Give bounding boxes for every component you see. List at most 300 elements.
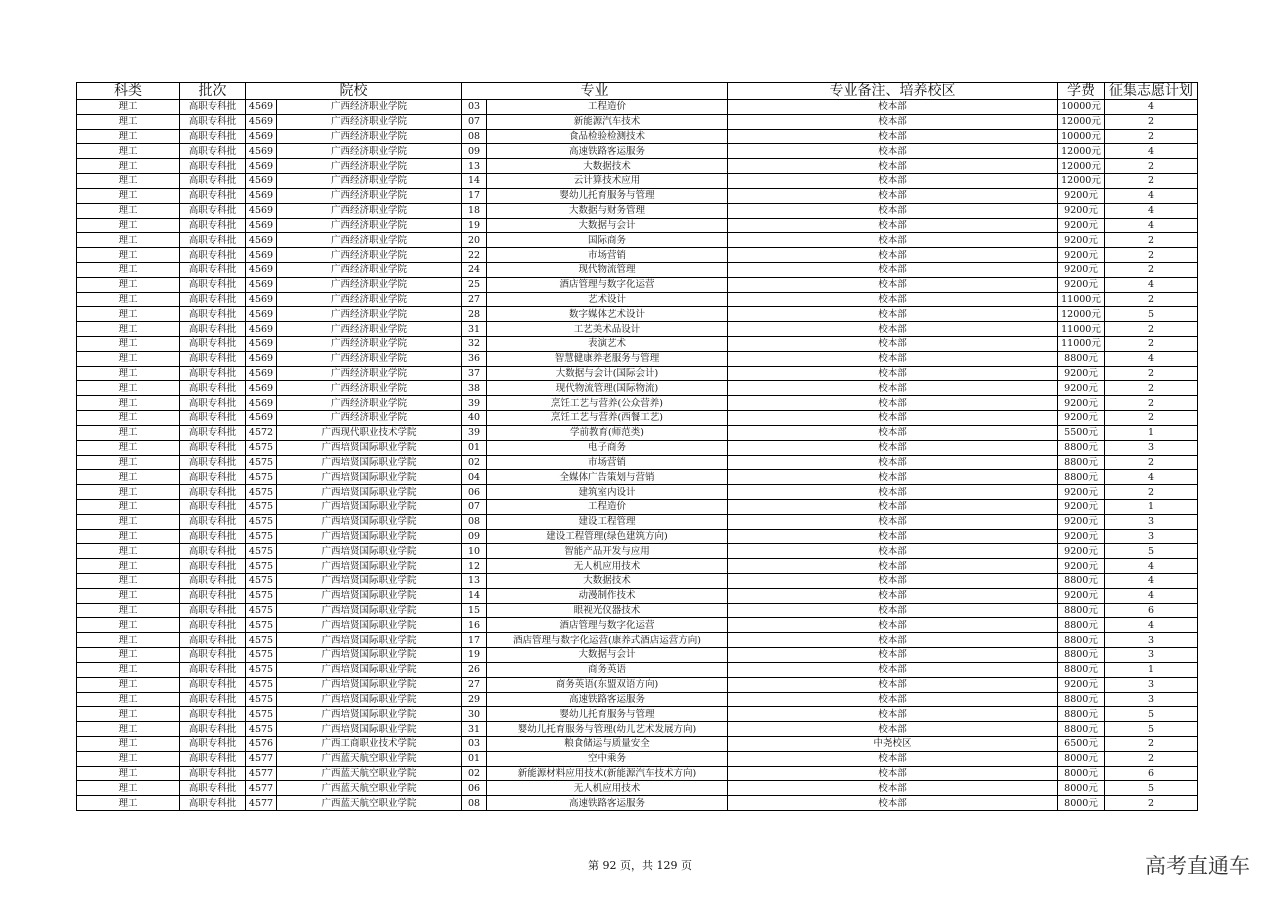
cell-school-code: 4575 [246, 603, 277, 618]
cell-batch: 高职专科批 [180, 277, 246, 292]
cell-school-name: 广西经济职业学院 [277, 322, 462, 337]
cell-major-name: 烹饪工艺与营养(西餐工艺) [487, 411, 728, 426]
cell-school-code: 4569 [246, 203, 277, 218]
cell-tuition: 12000元 [1058, 144, 1105, 159]
cell-batch: 高职专科批 [180, 366, 246, 381]
cell-major-name: 学前教育(师范类) [487, 425, 728, 440]
cell-category: 理工 [77, 100, 180, 115]
cell-tuition: 12000元 [1058, 174, 1105, 189]
cell-notes-campus: 校本部 [728, 440, 1058, 455]
cell-school-name: 广西培贤国际职业学院 [277, 633, 462, 648]
cell-major-code: 37 [462, 366, 487, 381]
cell-category: 理工 [77, 396, 180, 411]
cell-school-name: 广西经济职业学院 [277, 218, 462, 233]
cell-major-name: 表演艺术 [487, 337, 728, 352]
cell-school-code: 4575 [246, 633, 277, 648]
cell-major-code: 36 [462, 351, 487, 366]
cell-school-code: 4575 [246, 455, 277, 470]
cell-major-code: 16 [462, 618, 487, 633]
cell-tuition: 8800元 [1058, 351, 1105, 366]
cell-tuition: 8800元 [1058, 574, 1105, 589]
cell-school-name: 广西蓝天航空职业学院 [277, 766, 462, 781]
cell-major-name: 大数据与财务管理 [487, 203, 728, 218]
cell-major-name: 粮食储运与质量安全 [487, 736, 728, 751]
cell-school-code: 4575 [246, 722, 277, 737]
cell-notes-campus: 校本部 [728, 559, 1058, 574]
cell-major-name: 食品检验检测技术 [487, 129, 728, 144]
table-row [77, 425, 1198, 440]
cell-major-code: 13 [462, 574, 487, 589]
cell-tuition: 8800元 [1058, 440, 1105, 455]
cell-tuition: 8800元 [1058, 470, 1105, 485]
cell-major-name: 新能源汽车技术 [487, 114, 728, 129]
cell-category: 理工 [77, 633, 180, 648]
cell-tuition: 12000元 [1058, 307, 1105, 322]
cell-school-code: 4577 [246, 766, 277, 781]
cell-major-code: 13 [462, 159, 487, 174]
cell-plan: 2 [1105, 455, 1198, 470]
cell-plan: 3 [1105, 633, 1198, 648]
cell-major-code: 24 [462, 262, 487, 277]
cell-school-name: 广西培贤国际职业学院 [277, 440, 462, 455]
cell-school-code: 4576 [246, 736, 277, 751]
cell-plan: 4 [1105, 618, 1198, 633]
header-notes-campus: 专业备注、培养校区 [728, 83, 1058, 100]
header-major: 专业 [462, 83, 728, 100]
cell-notes-campus: 校本部 [728, 499, 1058, 514]
cell-plan: 4 [1105, 100, 1198, 115]
cell-category: 理工 [77, 381, 180, 396]
cell-plan: 2 [1105, 159, 1198, 174]
cell-school-code: 4569 [246, 277, 277, 292]
cell-school-code: 4569 [246, 337, 277, 352]
table-row [77, 277, 1198, 292]
header-plan: 征集志愿计划 [1105, 83, 1198, 100]
cell-school-code: 4575 [246, 574, 277, 589]
cell-school-code: 4575 [246, 588, 277, 603]
cell-batch: 高职专科批 [180, 100, 246, 115]
cell-tuition: 9200元 [1058, 277, 1105, 292]
cell-plan: 3 [1105, 440, 1198, 455]
table-row [77, 262, 1198, 277]
table-row [77, 307, 1198, 322]
cell-batch: 高职专科批 [180, 218, 246, 233]
cell-school-name: 广西经济职业学院 [277, 100, 462, 115]
cell-batch: 高职专科批 [180, 114, 246, 129]
cell-school-name: 广西经济职业学院 [277, 248, 462, 263]
cell-notes-campus: 校本部 [728, 381, 1058, 396]
table-row [77, 781, 1198, 796]
cell-school-code: 4569 [246, 218, 277, 233]
cell-notes-campus: 校本部 [728, 337, 1058, 352]
cell-batch: 高职专科批 [180, 322, 246, 337]
cell-category: 理工 [77, 144, 180, 159]
cell-major-code: 04 [462, 470, 487, 485]
cell-category: 理工 [77, 366, 180, 381]
cell-batch: 高职专科批 [180, 248, 246, 263]
cell-category: 理工 [77, 722, 180, 737]
cell-tuition: 9200元 [1058, 396, 1105, 411]
cell-major-name: 数字媒体艺术设计 [487, 307, 728, 322]
cell-school-name: 广西培贤国际职业学院 [277, 662, 462, 677]
table-row [77, 736, 1198, 751]
cell-major-name: 高速铁路客运服务 [487, 692, 728, 707]
cell-school-name: 广西经济职业学院 [277, 188, 462, 203]
cell-category: 理工 [77, 411, 180, 426]
cell-major-code: 39 [462, 425, 487, 440]
page-number: 第 92 页，共 129 页 [588, 859, 692, 872]
cell-school-code: 4569 [246, 233, 277, 248]
cell-category: 理工 [77, 796, 180, 811]
cell-major-name: 空中乘务 [487, 751, 728, 766]
cell-tuition: 9200元 [1058, 588, 1105, 603]
cell-batch: 高职专科批 [180, 470, 246, 485]
cell-school-name: 广西培贤国际职业学院 [277, 603, 462, 618]
cell-major-name: 现代物流管理 [487, 262, 728, 277]
cell-plan: 2 [1105, 796, 1198, 811]
cell-school-name: 广西蓝天航空职业学院 [277, 796, 462, 811]
cell-plan: 2 [1105, 337, 1198, 352]
table-row [77, 662, 1198, 677]
cell-category: 理工 [77, 188, 180, 203]
cell-major-code: 31 [462, 722, 487, 737]
cell-major-code: 09 [462, 529, 487, 544]
cell-plan: 2 [1105, 129, 1198, 144]
cell-batch: 高职专科批 [180, 174, 246, 189]
cell-plan: 4 [1105, 144, 1198, 159]
cell-plan: 2 [1105, 114, 1198, 129]
cell-notes-campus: 校本部 [728, 796, 1058, 811]
cell-major-name: 大数据与会计 [487, 648, 728, 663]
cell-notes-campus: 校本部 [728, 544, 1058, 559]
cell-major-name: 无人机应用技术 [487, 781, 728, 796]
cell-notes-campus: 校本部 [728, 722, 1058, 737]
table-row [77, 381, 1198, 396]
cell-batch: 高职专科批 [180, 351, 246, 366]
cell-major-code: 06 [462, 781, 487, 796]
cell-school-name: 广西培贤国际职业学院 [277, 648, 462, 663]
table-row [77, 203, 1198, 218]
cell-school-name: 广西培贤国际职业学院 [277, 618, 462, 633]
cell-notes-campus: 校本部 [728, 322, 1058, 337]
cell-school-name: 广西经济职业学院 [277, 144, 462, 159]
cell-tuition: 8800元 [1058, 648, 1105, 663]
table-row [77, 129, 1198, 144]
cell-notes-campus: 校本部 [728, 692, 1058, 707]
cell-notes-campus: 校本部 [728, 277, 1058, 292]
table-row [77, 188, 1198, 203]
cell-school-name: 广西经济职业学院 [277, 262, 462, 277]
cell-tuition: 8800元 [1058, 692, 1105, 707]
cell-batch: 高职专科批 [180, 337, 246, 352]
cell-major-code: 32 [462, 337, 487, 352]
cell-school-name: 广西经济职业学院 [277, 277, 462, 292]
cell-school-name: 广西培贤国际职业学院 [277, 470, 462, 485]
cell-major-code: 08 [462, 514, 487, 529]
cell-notes-campus: 校本部 [728, 203, 1058, 218]
cell-notes-campus: 校本部 [728, 396, 1058, 411]
cell-category: 理工 [77, 351, 180, 366]
table-row [77, 322, 1198, 337]
cell-plan: 6 [1105, 766, 1198, 781]
cell-school-code: 4575 [246, 499, 277, 514]
cell-major-name: 眼视光仪器技术 [487, 603, 728, 618]
cell-major-code: 25 [462, 277, 487, 292]
cell-major-code: 18 [462, 203, 487, 218]
cell-school-code: 4577 [246, 796, 277, 811]
cell-plan: 2 [1105, 322, 1198, 337]
cell-notes-campus: 校本部 [728, 218, 1058, 233]
table-header-row [77, 83, 1198, 100]
header-category: 科类 [77, 83, 180, 100]
cell-school-name: 广西经济职业学院 [277, 381, 462, 396]
cell-tuition: 11000元 [1058, 337, 1105, 352]
cell-major-code: 20 [462, 233, 487, 248]
cell-school-code: 4569 [246, 411, 277, 426]
cell-batch: 高职专科批 [180, 544, 246, 559]
cell-major-name: 商务英语 [487, 662, 728, 677]
table-row [77, 574, 1198, 589]
cell-major-code: 01 [462, 440, 487, 455]
cell-tuition: 8800元 [1058, 633, 1105, 648]
cell-school-code: 4569 [246, 248, 277, 263]
cell-plan: 4 [1105, 351, 1198, 366]
cell-tuition: 9200元 [1058, 485, 1105, 500]
cell-major-name: 大数据与会计(国际会计) [487, 366, 728, 381]
cell-tuition: 12000元 [1058, 159, 1105, 174]
table-row [77, 174, 1198, 189]
cell-school-name: 广西经济职业学院 [277, 337, 462, 352]
cell-major-name: 工程造价 [487, 100, 728, 115]
table-row [77, 366, 1198, 381]
cell-major-code: 10 [462, 544, 487, 559]
cell-major-code: 22 [462, 248, 487, 263]
cell-major-name: 动漫制作技术 [487, 588, 728, 603]
cell-plan: 2 [1105, 366, 1198, 381]
cell-category: 理工 [77, 440, 180, 455]
cell-tuition: 9200元 [1058, 262, 1105, 277]
cell-tuition: 8800元 [1058, 662, 1105, 677]
cell-major-code: 39 [462, 396, 487, 411]
cell-school-name: 广西经济职业学院 [277, 351, 462, 366]
cell-batch: 高职专科批 [180, 677, 246, 692]
cell-school-name: 广西经济职业学院 [277, 292, 462, 307]
cell-tuition: 9200元 [1058, 499, 1105, 514]
cell-category: 理工 [77, 203, 180, 218]
table-row [77, 351, 1198, 366]
cell-plan: 1 [1105, 499, 1198, 514]
cell-tuition: 9200元 [1058, 366, 1105, 381]
cell-notes-campus: 校本部 [728, 648, 1058, 663]
cell-notes-campus: 校本部 [728, 455, 1058, 470]
cell-plan: 4 [1105, 574, 1198, 589]
cell-batch: 高职专科批 [180, 529, 246, 544]
cell-notes-campus: 校本部 [728, 485, 1058, 500]
cell-school-name: 广西培贤国际职业学院 [277, 588, 462, 603]
cell-school-name: 广西培贤国际职业学院 [277, 722, 462, 737]
cell-major-code: 09 [462, 144, 487, 159]
cell-notes-campus: 校本部 [728, 470, 1058, 485]
cell-batch: 高职专科批 [180, 707, 246, 722]
cell-school-name: 广西经济职业学院 [277, 366, 462, 381]
cell-category: 理工 [77, 307, 180, 322]
cell-category: 理工 [77, 425, 180, 440]
cell-batch: 高职专科批 [180, 485, 246, 500]
cell-tuition: 10000元 [1058, 129, 1105, 144]
cell-plan: 2 [1105, 292, 1198, 307]
cell-plan: 5 [1105, 781, 1198, 796]
cell-major-name: 酒店管理与数字化运营(康养式酒店运营方向) [487, 633, 728, 648]
cell-category: 理工 [77, 499, 180, 514]
cell-major-code: 02 [462, 455, 487, 470]
cell-major-code: 06 [462, 485, 487, 500]
cell-major-name: 市场营销 [487, 248, 728, 263]
cell-plan: 4 [1105, 588, 1198, 603]
cell-major-name: 艺术设计 [487, 292, 728, 307]
cell-plan: 2 [1105, 248, 1198, 263]
cell-school-code: 4569 [246, 144, 277, 159]
cell-tuition: 8000元 [1058, 766, 1105, 781]
cell-major-code: 17 [462, 188, 487, 203]
table-row [77, 485, 1198, 500]
cell-tuition: 10000元 [1058, 100, 1105, 115]
cell-batch: 高职专科批 [180, 574, 246, 589]
cell-batch: 高职专科批 [180, 411, 246, 426]
cell-notes-campus: 校本部 [728, 781, 1058, 796]
cell-school-code: 4569 [246, 114, 277, 129]
cell-major-name: 酒店管理与数字化运营 [487, 618, 728, 633]
table-row [77, 707, 1198, 722]
cell-school-name: 广西经济职业学院 [277, 396, 462, 411]
cell-tuition: 8800元 [1058, 722, 1105, 737]
cell-tuition: 11000元 [1058, 292, 1105, 307]
cell-plan: 2 [1105, 396, 1198, 411]
cell-notes-campus: 校本部 [728, 514, 1058, 529]
cell-batch: 高职专科批 [180, 425, 246, 440]
cell-notes-campus: 校本部 [728, 351, 1058, 366]
cell-school-name: 广西现代职业技术学院 [277, 425, 462, 440]
cell-batch: 高职专科批 [180, 796, 246, 811]
cell-school-name: 广西培贤国际职业学院 [277, 707, 462, 722]
table-row [77, 751, 1198, 766]
cell-notes-campus: 校本部 [728, 766, 1058, 781]
table-row [77, 618, 1198, 633]
cell-school-name: 广西蓝天航空职业学院 [277, 751, 462, 766]
table-row [77, 440, 1198, 455]
cell-category: 理工 [77, 707, 180, 722]
cell-school-code: 4577 [246, 781, 277, 796]
cell-school-code: 4569 [246, 351, 277, 366]
cell-major-name: 烹饪工艺与营养(公众营养) [487, 396, 728, 411]
cell-school-name: 广西培贤国际职业学院 [277, 514, 462, 529]
cell-school-code: 4569 [246, 174, 277, 189]
cell-batch: 高职专科批 [180, 648, 246, 663]
cell-category: 理工 [77, 129, 180, 144]
cell-plan: 5 [1105, 707, 1198, 722]
cell-plan: 4 [1105, 277, 1198, 292]
cell-category: 理工 [77, 485, 180, 500]
cell-category: 理工 [77, 677, 180, 692]
table-row [77, 722, 1198, 737]
cell-school-code: 4575 [246, 677, 277, 692]
cell-plan: 5 [1105, 722, 1198, 737]
cell-major-code: 30 [462, 707, 487, 722]
cell-major-name: 建设工程管理 [487, 514, 728, 529]
cell-category: 理工 [77, 648, 180, 663]
table-row [77, 114, 1198, 129]
cell-notes-campus: 校本部 [728, 677, 1058, 692]
cell-school-code: 4575 [246, 648, 277, 663]
cell-plan: 2 [1105, 174, 1198, 189]
cell-category: 理工 [77, 662, 180, 677]
cell-major-name: 新能源材料应用技术(新能源汽车技术方向) [487, 766, 728, 781]
cell-major-name: 智慧健康养老服务与管理 [487, 351, 728, 366]
cell-batch: 高职专科批 [180, 440, 246, 455]
cell-tuition: 9200元 [1058, 544, 1105, 559]
cell-tuition: 9200元 [1058, 203, 1105, 218]
cell-notes-campus: 校本部 [728, 174, 1058, 189]
cell-tuition: 5500元 [1058, 425, 1105, 440]
cell-major-code: 17 [462, 633, 487, 648]
cell-plan: 4 [1105, 188, 1198, 203]
cell-school-code: 4569 [246, 322, 277, 337]
table-row [77, 233, 1198, 248]
cell-school-name: 广西经济职业学院 [277, 114, 462, 129]
cell-school-name: 广西经济职业学院 [277, 129, 462, 144]
cell-notes-campus: 校本部 [728, 144, 1058, 159]
cell-notes-campus: 校本部 [728, 248, 1058, 263]
cell-category: 理工 [77, 766, 180, 781]
cell-plan: 1 [1105, 662, 1198, 677]
cell-notes-campus: 校本部 [728, 411, 1058, 426]
table-row [77, 499, 1198, 514]
cell-tuition: 8800元 [1058, 455, 1105, 470]
cell-major-name: 高速铁路客运服务 [487, 796, 728, 811]
cell-category: 理工 [77, 233, 180, 248]
cell-school-code: 4577 [246, 751, 277, 766]
cell-major-code: 03 [462, 100, 487, 115]
table-row [77, 248, 1198, 263]
cell-major-code: 40 [462, 411, 487, 426]
table-row [77, 559, 1198, 574]
cell-category: 理工 [77, 692, 180, 707]
cell-plan: 6 [1105, 603, 1198, 618]
cell-school-name: 广西经济职业学院 [277, 307, 462, 322]
cell-batch: 高职专科批 [180, 396, 246, 411]
cell-tuition: 8000元 [1058, 751, 1105, 766]
cell-school-code: 4575 [246, 440, 277, 455]
cell-batch: 高职专科批 [180, 618, 246, 633]
cell-major-name: 商务英语(东盟双语方向) [487, 677, 728, 692]
cell-major-code: 02 [462, 766, 487, 781]
cell-school-name: 广西培贤国际职业学院 [277, 485, 462, 500]
cell-tuition: 8800元 [1058, 618, 1105, 633]
cell-major-name: 高速铁路客运服务 [487, 144, 728, 159]
cell-major-name: 建筑室内设计 [487, 485, 728, 500]
header-batch: 批次 [180, 83, 246, 100]
cell-tuition: 8800元 [1058, 707, 1105, 722]
cell-plan: 2 [1105, 381, 1198, 396]
cell-major-code: 07 [462, 499, 487, 514]
cell-category: 理工 [77, 781, 180, 796]
cell-tuition: 6500元 [1058, 736, 1105, 751]
cell-notes-campus: 校本部 [728, 100, 1058, 115]
cell-tuition: 9200元 [1058, 529, 1105, 544]
cell-category: 理工 [77, 322, 180, 337]
cell-batch: 高职专科批 [180, 662, 246, 677]
cell-plan: 5 [1105, 544, 1198, 559]
cell-notes-campus: 校本部 [728, 707, 1058, 722]
